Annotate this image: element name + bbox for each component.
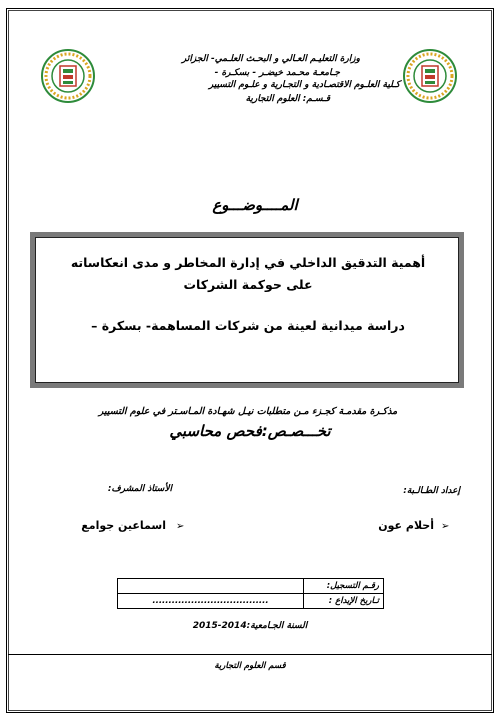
table-row bbox=[118, 594, 384, 609]
university-line: جـامعـة محـمد خيضـر - بسكـرة - bbox=[214, 68, 340, 78]
student-label: إعداد الطـالـبة: bbox=[403, 486, 460, 496]
registration-value-cell bbox=[118, 579, 304, 594]
student-name: أحلام عون bbox=[378, 519, 434, 532]
thesis-title: أهمية التدقيق الداخلي في إدارة المخاطر و مدى انعكاساته على حوكمة الشركات bbox=[70, 255, 426, 292]
specialty: تخـــصـص:فحص محاسبي bbox=[169, 422, 331, 440]
supervisor-label: الأستاذ المشرف: bbox=[107, 484, 172, 494]
table-row bbox=[118, 579, 384, 594]
deposit-label-cell: تـاريخ الإيداع : bbox=[304, 594, 384, 609]
academic-year: السنة الجـامعية:2014-2015 bbox=[192, 621, 308, 631]
footer-divider bbox=[8, 654, 492, 655]
supervisor-name: اسماعين جوامع bbox=[81, 519, 166, 532]
registration-label-cell: رقـم التسجيل: bbox=[304, 579, 384, 594]
registration-table bbox=[117, 578, 384, 609]
university-logo-icon bbox=[402, 48, 458, 104]
faculty-line: كـلية العلـوم الاقتصـادية و التجـارية و علـوم التسيير bbox=[208, 80, 400, 90]
deposit-value-cell: .................................... bbox=[118, 594, 304, 609]
department-line: قـسـم: العلوم التجارية bbox=[245, 94, 330, 104]
footer-department: قسم العلوم التجارية bbox=[214, 661, 286, 671]
university-logo-icon bbox=[40, 48, 96, 104]
student-bullet-icon: ➢ bbox=[441, 521, 450, 532]
supervisor-bullet-icon: ➢ bbox=[176, 521, 185, 532]
memo-statement: مذكـرة مقدمـة كجـزء مـن متطلبات نيـل شهـادة المـاسـتر في علوم التسيير bbox=[98, 406, 398, 417]
ministry-line: وزارة التعليـم العـالي و البحـث العلـمي- الجزائر bbox=[181, 54, 360, 64]
topic-heading: المــــوضـــوع bbox=[212, 196, 298, 214]
thesis-subtitle: دراسة ميدانية لعينة من شركات المساهمة- بسكرة – bbox=[91, 318, 405, 333]
